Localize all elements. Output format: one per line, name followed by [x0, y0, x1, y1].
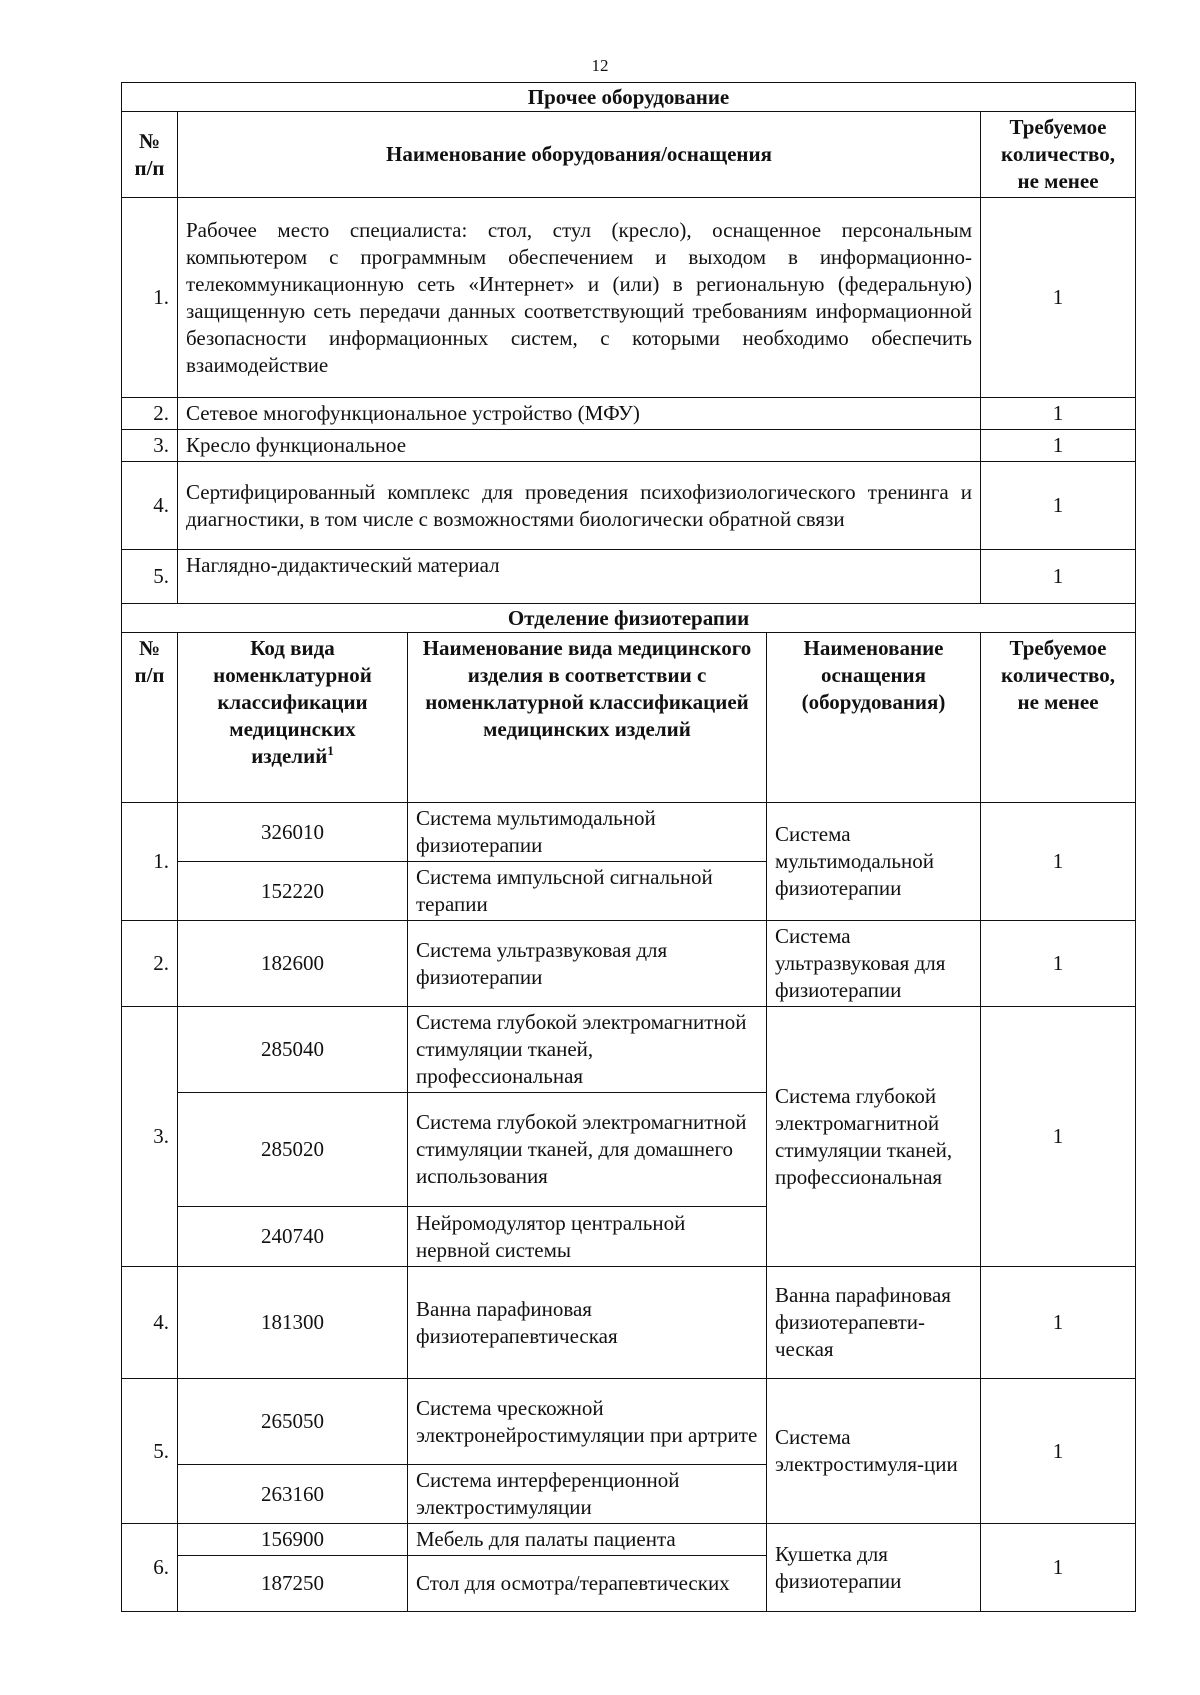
row-quantity: 1	[981, 398, 1136, 430]
header-code-text: Код вида номенклатурной классификации медицинских изделий	[213, 636, 372, 768]
row-equipment-name: Наглядно-дидактический материал	[178, 550, 981, 604]
row-num: 3.	[122, 430, 178, 462]
item-code: 152220	[178, 862, 408, 921]
item-code: 240740	[178, 1207, 408, 1267]
group-num: 1.	[122, 803, 178, 921]
row-num: 4.	[122, 462, 178, 550]
row-num: 1.	[122, 198, 178, 398]
header-equipment: Наименование оснащения (оборудования)	[767, 633, 981, 803]
group-num: 2.	[122, 921, 178, 1007]
group-quantity: 1	[981, 1379, 1136, 1524]
group-quantity: 1	[981, 1007, 1136, 1267]
row-quantity: 1	[981, 198, 1136, 398]
footnote-marker: 1	[327, 743, 334, 758]
item-kind: Мебель для палаты пациента	[408, 1524, 767, 1556]
section-title-physiotherapy: Отделение физиотерапии	[122, 604, 1136, 633]
group-equipment: Ванна парафиновая физиотерапевти-ческая	[767, 1267, 981, 1379]
group-num: 6.	[122, 1524, 178, 1612]
header-equipment-name: Наименование оборудования/оснащения	[178, 112, 981, 198]
group-num: 5.	[122, 1379, 178, 1524]
group-quantity: 1	[981, 803, 1136, 921]
item-kind: Система интерференционной электростимуляции	[408, 1465, 767, 1524]
item-code: 187250	[178, 1556, 408, 1612]
group-equipment: Система мультимодальной физиотерапии	[767, 803, 981, 921]
header-code	[178, 633, 408, 803]
group-equipment: Система электростимуля-ции	[767, 1379, 981, 1524]
item-kind: Нейромодулятор центральной нервной системы	[408, 1207, 767, 1267]
item-code: 182600	[178, 921, 408, 1007]
header-num: № п/п	[122, 633, 178, 803]
group-quantity: 1	[981, 921, 1136, 1007]
item-code: 263160	[178, 1465, 408, 1524]
item-code: 265050	[178, 1379, 408, 1465]
group-equipment: Система ультразвуковая для физиотерапии	[767, 921, 981, 1007]
row-equipment-name: Сетевое многофункциональное устройство (МФУ)	[178, 398, 981, 430]
item-code: 156900	[178, 1524, 408, 1556]
header-kind: Наименование вида медицинского изделия в соответствии с номенклатурной классификацией медицинских изделий	[408, 633, 767, 803]
item-code: 285040	[178, 1007, 408, 1093]
item-kind: Стол для осмотра/терапевтических	[408, 1556, 767, 1612]
header-quantity: Требуемое количество, не менее	[981, 633, 1136, 803]
row-equipment-name: Рабочее место специалиста: стол, стул (кресло), оснащенное персональным компьютером с программным обеспечением и выходом в информационно-телекоммуникационную сеть «Интернет» и (или) в региональную (федеральную) защищенную сеть передачи данных соответствующий требованиям информационной безопасности информационных систем, с которыми необходимо обеспечить взаимодействие	[178, 198, 981, 398]
group-quantity: 1	[981, 1267, 1136, 1379]
item-kind: Ванна парафиновая физиотерапевтическая	[408, 1267, 767, 1379]
item-code: 181300	[178, 1267, 408, 1379]
row-num: 2.	[122, 398, 178, 430]
row-quantity: 1	[981, 462, 1136, 550]
section-title-other-equipment: Прочее оборудование	[122, 83, 1136, 112]
item-kind: Система чрескожной электронейростимуляции при артрите	[408, 1379, 767, 1465]
item-kind: Система импульсной сигнальной терапии	[408, 862, 767, 921]
header-num: № п/п	[122, 112, 178, 198]
row-num: 5.	[122, 550, 178, 604]
item-kind: Система глубокой электромагнитной стимуляции тканей, профессиональная	[408, 1007, 767, 1093]
row-quantity: 1	[981, 550, 1136, 604]
group-num: 3.	[122, 1007, 178, 1267]
header-quantity: Требуемое количество, не менее	[981, 112, 1136, 198]
row-equipment-name: Кресло функциональное	[178, 430, 981, 462]
item-code: 285020	[178, 1093, 408, 1207]
group-quantity: 1	[981, 1524, 1136, 1612]
row-equipment-name: Сертифицированный комплекс для проведения психофизиологического тренинга и диагностики, в том числе с возможностями биологически обратной связи	[178, 462, 981, 550]
item-kind: Система глубокой электромагнитной стимуляции тканей, для домашнего использования	[408, 1093, 767, 1207]
item-code: 326010	[178, 803, 408, 862]
group-equipment: Кушетка для физиотерапии	[767, 1524, 981, 1612]
row-quantity: 1	[981, 430, 1136, 462]
page-number: 12	[591, 56, 609, 75]
item-kind: Система ультразвуковая для физиотерапии	[408, 921, 767, 1007]
group-equipment: Система глубокой электромагнитной стимуляции тканей, профессиональная	[767, 1007, 981, 1267]
group-num: 4.	[122, 1267, 178, 1379]
item-kind: Система мультимодальной физиотерапии	[408, 803, 767, 862]
equipment-table	[121, 82, 1136, 1612]
